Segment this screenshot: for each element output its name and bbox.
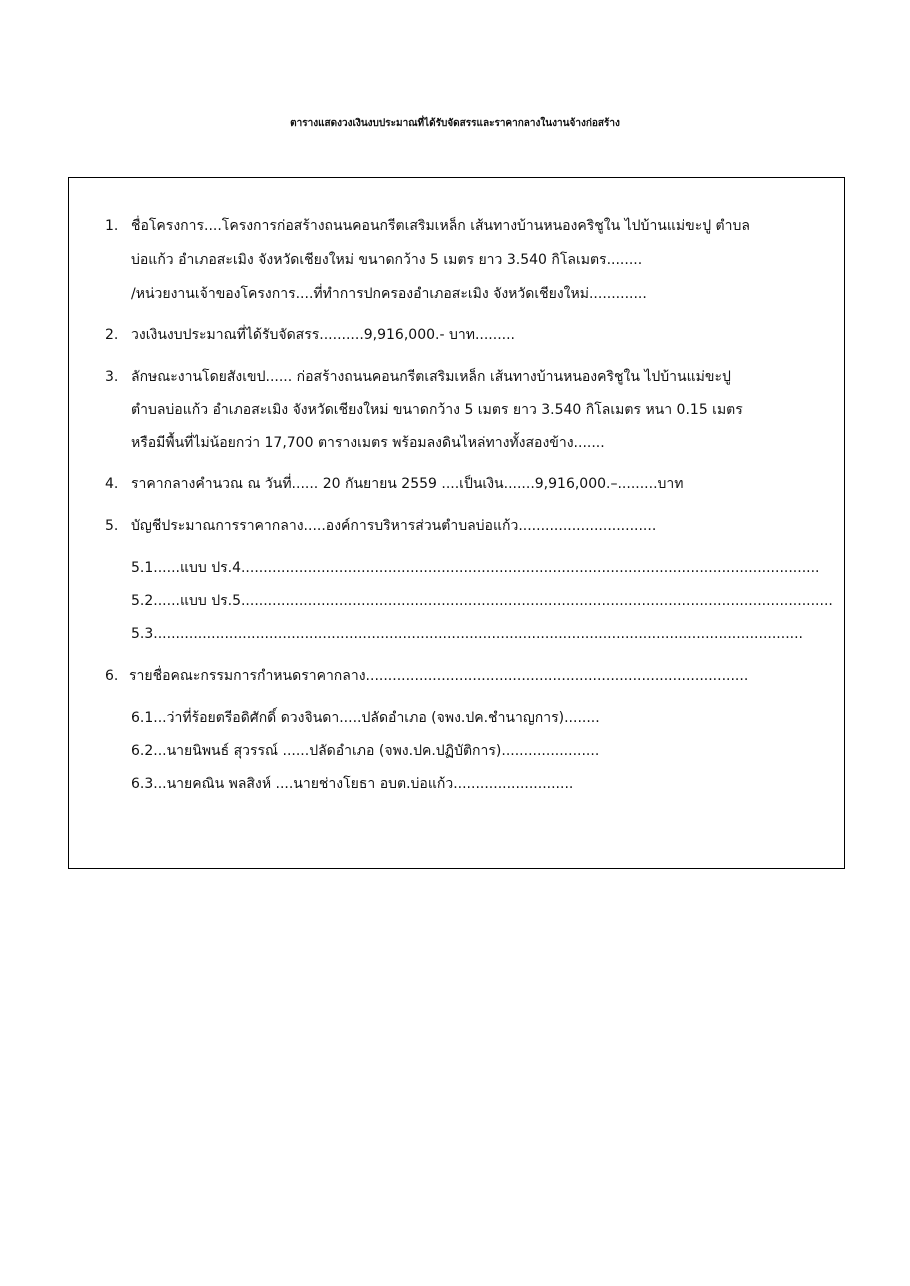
item-number: 1.: [105, 218, 119, 234]
sub-item-6-1: 6.1...ว่าที่ร้อยตรีอดิศักดิ์ ดวงจินดา.....ปลัดอำเภอ (จพง.ปค.ชำนาญการ)........: [131, 710, 600, 726]
item-1-line-2: บ่อแก้ว อำเภอสะเมิง จังหวัดเชียงใหม่ ขนาดกว้าง 5 เมตร ยาว 3.540 กิโลเมตร........: [131, 252, 643, 268]
item-number: 5.: [105, 518, 119, 534]
item-number: 2.: [105, 327, 119, 343]
item-5-line-1: บัญชีประมาณการราคากลาง.....องค์การบริหารส่วนตำบลบ่อแก้ว...............................: [131, 518, 657, 534]
item-3-line-3: หรือมีพื้นที่ไม่น้อยกว่า 17,700 ตารางเมตร พร้อมลงดินไหล่ทางทั้งสองข้าง.......: [131, 435, 605, 451]
page-title: ตารางแสดงวงเงินงบประมาณที่ได้รับจัดสรรและราคากลางในงานจ้างก่อสร้าง: [290, 118, 620, 129]
sub-item-6-2: 6.2...นายนิพนธ์ สุวรรณ์ ......ปลัดอำเภอ (จพง.ปค.ปฏิบัติการ)......................: [131, 743, 600, 759]
item-1-line-1: ชื่อโครงการ....โครงการก่อสร้างถนนคอนกรีตเสริมเหล็ก เส้นทางบ้านหนองคริชูใน ไปบ้านแม่ขะปู ตำบล: [131, 218, 750, 234]
item-4-line-1: ราคากลางคำนวณ ณ วันที่...... 20 กันยายน 2559 ....เป็นเงิน.......9,916,000.–.........บาท: [131, 476, 684, 492]
item-number: 3.: [105, 369, 119, 385]
item-number: 6.: [105, 668, 119, 684]
sub-item-5-3: 5.3..................................................................................................................................................: [131, 626, 803, 642]
item-1-line-3: /หน่วยงานเจ้าของโครงการ....ที่ทำการปกครองอำเภอสะเมิง จังหวัดเชียงใหม่.............: [131, 286, 647, 302]
document-box: [68, 177, 845, 869]
sub-item-6-3: 6.3...นายคณิน พลสิงห์ ....นายช่างโยธา อบต.บ่อแก้ว...........................: [131, 776, 574, 792]
sub-item-5-2: 5.2......แบบ ปร.5.....................................................................................................................................: [131, 593, 833, 609]
item-2-line-1: วงเงินงบประมาณที่ได้รับจัดสรร..........9,916,000.- บาท.........: [131, 327, 515, 343]
item-3-line-1: ลักษณะงานโดยสังเขป...... ก่อสร้างถนนคอนกรีตเสริมเหล็ก เส้นทางบ้านหนองคริชูใน ไปบ้านแม่ขะปู: [131, 369, 731, 385]
item-6-line-1: รายชื่อคณะกรรมการกำหนดราคากลาง......................................................................................: [129, 668, 749, 684]
item-3-line-2: ตำบลบ่อแก้ว อำเภอสะเมิง จังหวัดเชียงใหม่ ขนาดกว้าง 5 เมตร ยาว 3.540 กิโลเมตร หนา 0.15 เมตร: [131, 402, 743, 418]
item-number: 4.: [105, 476, 119, 492]
sub-item-5-1: 5.1......แบบ ปร.4..................................................................................................................................: [131, 560, 820, 576]
